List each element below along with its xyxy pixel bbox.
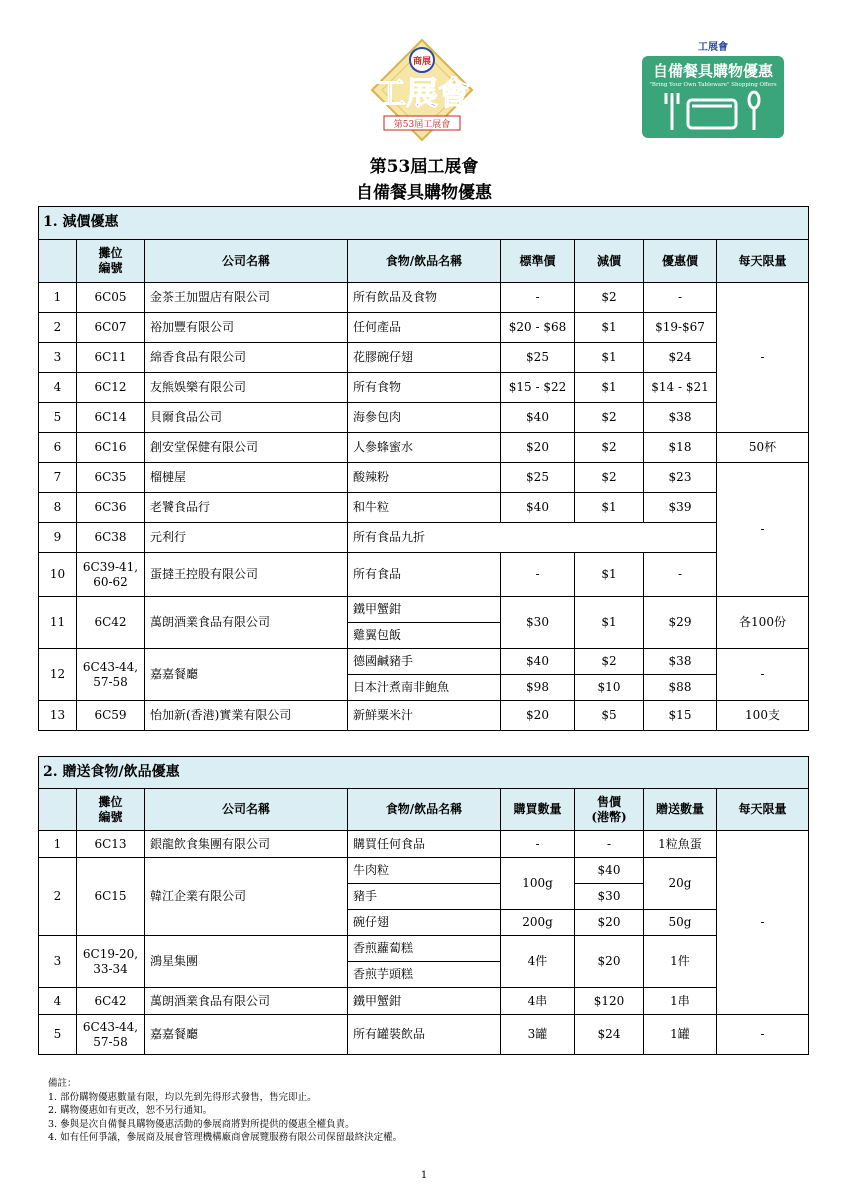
table-row: 1 6C13 銀龍飲食集團有限公司 購買任何食品 - - 1粒魚蛋 - (39, 831, 809, 858)
page-subtitle: 自備餐具購物優惠 (356, 183, 492, 203)
table-row: 2 6C15 韓江企業有限公司 牛肉粒 100g $40 20g (39, 858, 809, 884)
col-daily-limit: 每天限量 (717, 789, 809, 831)
gift-table (38, 756, 809, 1055)
col-food: 食物/飲品名稱 (348, 240, 501, 283)
table-row: 5 6C14 貝爾食品公司 海參包肉 $40 $2 $38 (39, 403, 809, 433)
svg-text:第53屆工展會: 第53屆工展會 (393, 120, 451, 130)
col-discount: 減價 (575, 240, 644, 283)
section-title-discount: 1. 減價優惠 (39, 207, 809, 240)
col-food: 食物/飲品名稱 (348, 789, 501, 831)
table-row: 香煎芋頭糕 (39, 962, 809, 988)
table-row: 1 6C05 金茶王加盟店有限公司 所有飲品及食物 - $2 - - (39, 283, 809, 313)
svg-text:商展: 商展 (412, 57, 432, 67)
col-gift: 贈送數量 (644, 789, 717, 831)
col-company: 公司名稱 (145, 240, 348, 283)
table-row: 4 6C12 友熊娛樂有限公司 所有食物 $15 - $22 $1 $14 - $21 (39, 373, 809, 403)
table-row: 豬手 $30 (39, 884, 809, 910)
table-row: 6 6C16 創安堂保健有限公司 人參蜂蜜水 $20 $2 $18 50杯 (39, 433, 809, 463)
table-header (39, 789, 809, 831)
table-row: 5 6C43-44, 57-58 嘉嘉餐廳 所有罐裝飲品 3罐 $24 1罐 - (39, 1015, 809, 1055)
col-price: 售價 (港幣) (575, 789, 644, 831)
expo-logo (360, 38, 484, 142)
table-row: 7 6C35 榴槤屋 酸辣粉 $25 $2 $23 - (39, 463, 809, 493)
byot-logo (642, 38, 784, 138)
col-offer-price: 優惠價 (644, 240, 717, 283)
table-row: 碗仔翅 200g $20 50g (39, 910, 809, 936)
col-std-price: 標準價 (501, 240, 575, 283)
col-company: 公司名稱 (145, 789, 348, 831)
table-row: 13 6C59 怡加新(香港)實業有限公司 新鮮粟米汁 $20 $5 $15 100支 (39, 701, 809, 731)
table-row: 11 6C42 萬朗酒業食品有限公司 鐵甲蟹鉗 $30 $1 $29 各100份 (39, 597, 809, 623)
notes: 備註： 1. 部份購物優惠數量有限，均以先到先得形式發售，售完即止。 2. 購物優惠如有更改，恕不另行通知。 3. 參與是次自備餐具購物優惠活動的參展商將對所提供的優惠全權負責。 4. 如有任何爭議，參展商及展會管理機構廠商會展覽服務有限公司保留最終決定權。 (48, 1078, 403, 1143)
page-title: 第53屆工展會 (369, 157, 479, 177)
discount-table (38, 206, 809, 731)
table-row: 雞翼包飯 (39, 623, 809, 649)
svg-text:"Bring Your Own Tableware" Sho: "Bring Your Own Tableware" Shopping Offers (649, 82, 777, 88)
section-title-gift: 2. 贈送食物/飲品優惠 (39, 757, 809, 789)
table-row: 8 6C36 老饕食品行 和牛粒 $40 $1 $39 (39, 493, 809, 523)
table-row: 12 6C43-44, 57-58 嘉嘉餐廳 德國鹹豬手 $40 $2 $38 - (39, 649, 809, 675)
svg-text:工展會: 工展會 (698, 42, 728, 53)
table-row: 日本汁煮南非鮑魚 $98 $10 $88 (39, 675, 809, 701)
table-row: 10 6C39-41, 60-62 蛋撻王控股有限公司 所有食品 - $1 - (39, 553, 809, 597)
table-row: 4 6C42 萬朗酒業食品有限公司 鐵甲蟹鉗 4串 $120 1串 (39, 988, 809, 1015)
col-booth: 攤位 編號 (77, 789, 145, 831)
page-number: 1 (420, 1170, 428, 1181)
col-quantity: 購買數量 (501, 789, 575, 831)
svg-text:工展會: 工展會 (373, 74, 471, 112)
col-booth: 攤位 編號 (77, 240, 145, 283)
table-header (39, 240, 809, 283)
table-row: 9 6C38 元利行 所有食品九折 (39, 523, 809, 553)
table-row: 3 6C19-20, 33-34 鴻星集團 香煎蘿蔔糕 4件 $20 1件 (39, 936, 809, 962)
svg-text:自備餐具購物優惠: 自備餐具購物優惠 (652, 62, 774, 80)
table-row: 2 6C07 裕加豐有限公司 任何產品 $20 - $68 $1 $19-$67 (39, 313, 809, 343)
col-daily-limit: 每天限量 (717, 240, 809, 283)
table-row: 3 6C11 綿香食品有限公司 花膠碗仔翅 $25 $1 $24 (39, 343, 809, 373)
